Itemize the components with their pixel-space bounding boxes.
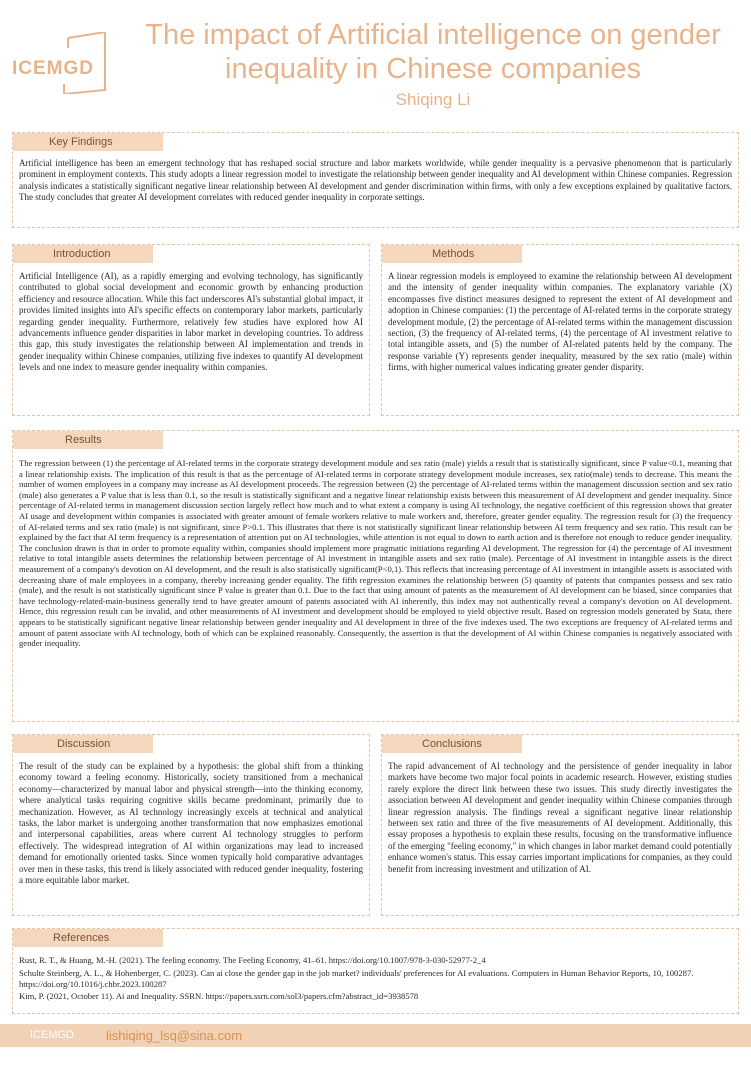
references-list [19,955,732,1004]
references-panel [12,928,739,1014]
footer-bar [0,1024,751,1047]
conclusions-panel [381,734,739,916]
reference-item: Kim, P. (2021, October 11). Ai and Inequality. SSRN. https://papers.ssrn.com/sol3/papers.cfm?abstract_id=3938578 [19,991,419,1002]
introduction-body: Artificial Intelligence (AI), as a rapidly emerging and evolving technology, has significantly contributed to global social development and economic growth by enhancing production efficiency and resource allocation. While this fact underscores AI's substantial global impact, it provides limited insights into AI's specific effects on contemporary labor markets, particularly regarding gender inequality. Furthermore, relatively few studies have explored how AI advancements influence gender disparities in labor market in developing countries. To address this gap, this study investigates the relationship between AI implementation and trends in gender inequality within Chinese companies, utilizing five indexes to quantify AI development levels and one index to measure gender inequality within companies. [19,271,363,373]
poster-title: The impact of Artificial intelligence on gender inequality in Chinese companies [145,19,721,85]
discussion-panel [12,734,370,916]
key-findings-heading: Key Findings [13,133,163,151]
results-heading: Results [13,431,163,449]
key-findings-body: Artificial intelligence has been an emergent technology that has reshaped social structure and labor markets worldwide, while gender inequality is a pervasive phenomenon that is particularly prominent in employment contexts. This study adopts a linear regression model to investigate the relationship between gender inequality and AI development within Chinese companies. Regression analysis indicates a statistically significant negative linear relationship between AI development and gender discrimination within firms, with only a few exceptions explained by qualitative factors. The study concludes that greater AI development correlates with reduced gender inequality in corporate settings. [19,158,732,203]
poster-header [0,0,751,125]
introduction-heading: Introduction [13,245,153,263]
poster-author: Shiqing Li [395,90,471,109]
footer-org: ICEMGD [30,1029,74,1041]
icemgd-logo [12,32,112,94]
conclusions-heading: Conclusions [382,735,522,753]
reference-item: Rust, R. T., & Huang, M.-H. (2021). The feeling economy. The Feeling Economy, 41–61. https://doi.org/10.1007/978-3-030-52977-2_4 [19,955,486,965]
discussion-body: The result of the study can be explained by a hypothesis: the global shift from a thinking economy toward a feeling economy. Historically, society transitioned from a mechanical economy—characterized by manual labor and physical strength—into the thinking economy, where analytical tasks requiring cognitive skills became predominant, primarily due to mechanization. However, as AI technology increasingly excels at technical and analytical tasks, the labor market is undergoing another transformation that now emphasizes emotional and interpersonal capabilities, areas where current AI technology struggles to perform effectively. The widespread integration of AI within organizations may lead to increased demand for emotionally oriented tasks. Since women typically hold comparative advantages over men in these tasks, this trend is likely associated with reduced gender inequality, fostering a more equitable labor market. [19,761,363,886]
conclusions-body: The rapid advancement of AI technology and the persistence of gender inequality in labor markets have become two major focal points in academic research. However, existing studies rarely explore the direct link between these two issues. This study directly investigates the association between AI development and gender inequality within Chinese companies through linear regression analysis. The findings reveal a significant negative linear relationship between sex ratio and three of the five measurements of AI development. Additionally, this essay proposes a hypothesis to explain these results, focusing on the transformative influence of the emerging "feeling economy," in which changes in labor market demand could potentially enhance women's status. This essay carries important implications for companies, as they could benefit from increasing investment and utilization of AI. [388,761,732,874]
discussion-heading: Discussion [13,735,153,753]
reference-item: Schulte Steinberg, A. L., & Hohenberger, C. (2023). Can ai close the gender gap in the job market? individuals' preferences for AI evaluations. Computers in Human Behavior Reports, 10, 100287. https://doi.org/10.1016/j.chbr.2023.100287 [19,967,694,989]
key-findings-panel [12,132,739,228]
results-panel [12,430,739,722]
results-body: The regression between (1) the percentage of AI-related terms in the corporate strategy development module and sex ratio (male) yields a result that is statistically significant, since P value<0.1, meaning that a linear relationship exists. The implication of this result is that as the percentage of AI-related terms in corporate strategy development module increases, sex ratio(male) tends to decrease. This means the number of women employees in a company may increase as AI development proceeds. The regression between (2) the percentage of AI-related terms within the management discussion section and sex ratio (male) also generates a P value that is less than 0.1, so the result is statistically significant and a negative linear relationship exists between this measurement of AI development and gender inequality. Since percentage of AI-related terms in management discussion section largely reflect how much and to what extent a company is using AI technology, the negative coefficient of this regression shows that greater AI usage and development within companies is associated with greater amount of female workers relative to male workers and, therefore, greater gender equality. The regression result for (3) the frequency of AI-related terms and sex ratio (male) is not significant, since P>0.1. This illustrates that there is not statistically significant linear relationship between AI term frequency and sex ratio. This result can be explained by the fact that AI term frequency is a representation of attention put on AI technologies, while attention is not equal to down to earth action and is therefore not enough to reduce gender inequality. The conclusion drawn is that in order to promote equality within, companies should implement more pragmatic initiations regarding AI development. The regression for (4) the percentage of AI investment relative to total intangible assets determines the relationship between percentage of AI investment in intangible assets and sex ratio (male). Percentage of AI investment in intangible assets is the direct measurement of a company's devotion on AI development, and the result is also statistically significant(P<0,1). This reflects that increasing percentage of AI investment in intangible assets is associated with decreasing share of male employees in a company, thereby increasing gender equality. The fifth regression examines the relationship between (5) quantity of patents that companies possess and sex ratio (male), and the result is not statistically significant since P value is greater than 0.1. Due to the fact that using amount of patents as the measurement of AI development can be biased, since companies that have technology-related-main-business generally tend to have greater amount of patents associated with AI inherently, this index may not authentically reveal a company's devotion on AI development. Hence, this regression result can be invalid, and other measurements of AI investment and development should be employed to yield objective result. Based on regression models generated by Stata, there appears to be statistically significant negative linear relationship between gender inequality and AI development in three of the five indexes used. The two exceptions are frequency of AI-related terms and amount of patent associate with AI technology, both of which can be explained reasonably. Consequently, the assertion is that the development of AI within Chinese companies is negatively associated with gender inequality. [19,458,732,649]
methods-panel [381,244,739,416]
methods-heading: Methods [382,245,522,263]
footer-email-link[interactable]: lishiqing_lsq@sina.com [106,1028,243,1043]
references-heading: References [13,929,163,947]
methods-body: A linear regression models is employeed to examine the relationship between AI development and the intensity of gender inequality within companies. The explanatory variable (X) encompasses five distinct measures designed to represent the extent of AI development and adoption in Chinese companies: (1) the percentage of AI-related terms in the corporate strategy development module, (2) the percentage of AI-related terms within the management discussion section, (3) the frequency of AI-related terms, (4) the percentage of AI investment relative to total intangible assets, and (5) the number of AI-related patents held by the company. The response variable (Y) represents gender inequality, measured by the sex ratio (male) within firms, with higher numerical values indicating greater gender disparity. [388,271,732,373]
logo-text: ICEMGD [12,58,94,79]
introduction-panel [12,244,370,416]
